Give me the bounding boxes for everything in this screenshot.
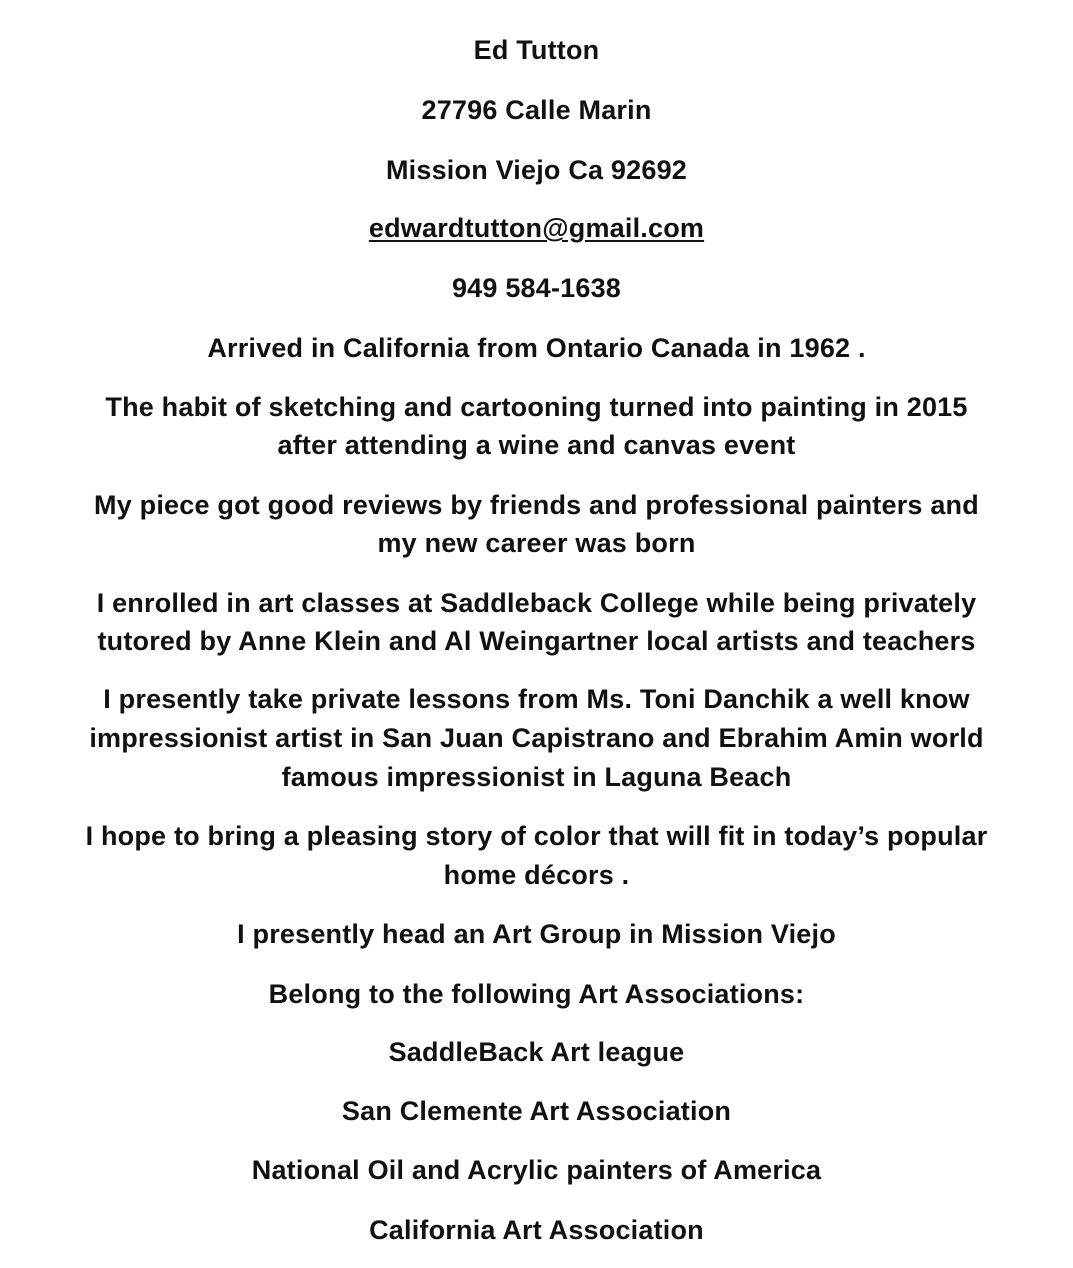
bio-paragraph-4-line-1: I presently take private lessons from Ms. Toni Danchik a well know <box>103 684 970 714</box>
contact-name: Ed Tutton <box>473 35 600 65</box>
contact-city: Mission Viejo Ca 92692 <box>385 155 688 185</box>
bio-paragraph-1-line-1: The habit of sketching and cartooning turned into painting in 2015 <box>105 392 968 422</box>
contact-street: 27796 Calle Marin <box>421 95 652 125</box>
bio-arrived: Arrived in California from Ontario Canada in 1962 . <box>207 333 866 363</box>
contact-phone: 949 584-1638 <box>451 273 622 303</box>
bio-paragraph-2-line-2: my new career was born <box>377 528 696 558</box>
association-item: San Clemente Art Association <box>341 1096 732 1126</box>
bio-paragraph-5-line-1: I hope to bring a pleasing story of color that will fit in today’s popular <box>85 821 988 851</box>
association-item: SaddleBack Art league <box>388 1037 685 1067</box>
bio-paragraph-4-line-2: impressionist artist in San Juan Capistrano and Ebrahim Amin world <box>89 723 984 753</box>
bio-paragraph-3-line-1: I enrolled in art classes at Saddleback College while being privately <box>96 588 977 618</box>
contact-email-link[interactable]: edwardtutton@gmail.com <box>368 213 705 243</box>
association-item: California Art Association <box>369 1215 704 1245</box>
bio-paragraph-4-line-3: famous impressionist in Laguna Beach <box>281 762 792 792</box>
bio-paragraph-3-line-2: tutored by Anne Klein and Al Weingartner local artists and teachers <box>97 626 976 656</box>
bio-paragraph-1-line-2: after attending a wine and canvas event <box>277 430 796 460</box>
bio-paragraph-2-line-1: My piece got good reviews by friends and professional painters and <box>94 490 979 520</box>
bio-paragraph-5-line-2: home décors . <box>443 860 630 890</box>
bio-art-group: I presently head an Art Group in Mission Viejo <box>237 919 836 949</box>
association-item: National Oil and Acrylic painters of America <box>251 1155 822 1185</box>
associations-heading: Belong to the following Art Associations: <box>268 979 805 1009</box>
